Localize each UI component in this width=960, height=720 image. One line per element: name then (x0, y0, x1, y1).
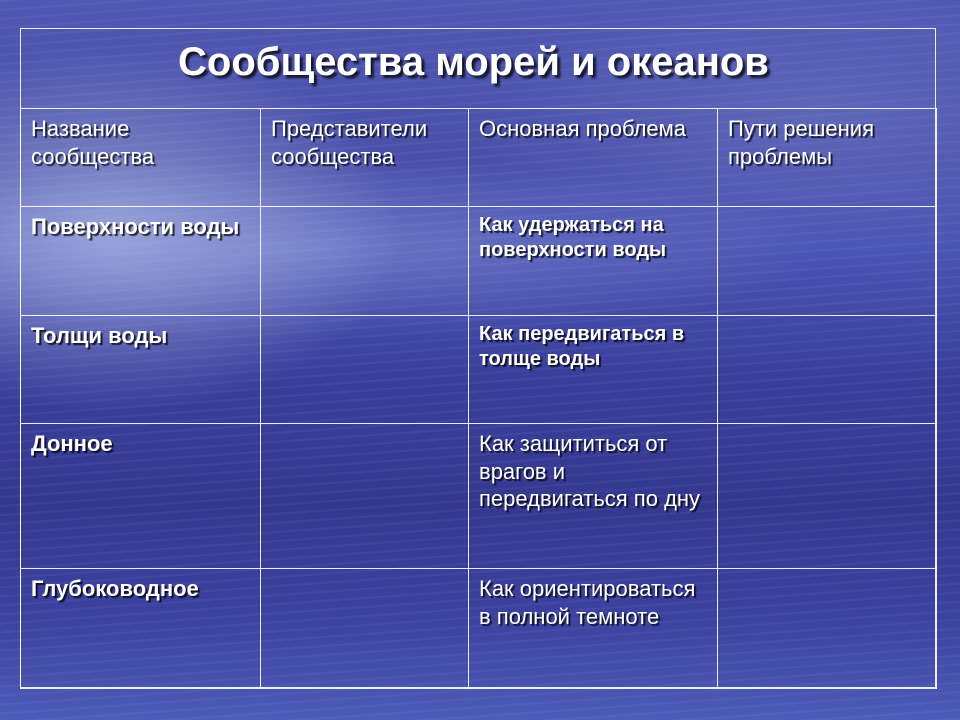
cell-solutions (718, 424, 937, 569)
cell-solutions (718, 207, 937, 316)
header-main-problem: Основная проблема (469, 109, 718, 207)
cell-solutions (718, 316, 937, 424)
table-header-row (21, 109, 937, 207)
cell-community-name: Глубоководное (21, 569, 261, 689)
table-row (21, 424, 937, 569)
cell-community-name: Поверхности воды (21, 207, 261, 316)
cell-representatives (261, 569, 469, 689)
cell-community-name: Донное (21, 424, 261, 569)
cell-solutions (718, 569, 937, 689)
cell-representatives (261, 316, 469, 424)
communities-table (20, 108, 937, 689)
header-community-name: Название сообщества (21, 109, 261, 207)
cell-main-problem: Как ориентироваться в полной темноте (469, 569, 718, 689)
table-row (21, 316, 937, 424)
cell-representatives (261, 424, 469, 569)
cell-main-problem: Как защититься от врагов и передвигаться по дну (469, 424, 718, 569)
cell-main-problem: Как передвигаться в толще воды (469, 316, 718, 424)
cell-representatives (261, 207, 469, 316)
slide-title: Сообщества морей и океанов (178, 40, 769, 84)
table-row (21, 207, 937, 316)
header-representatives: Представители сообщества (261, 109, 469, 207)
cell-community-name: Толщи воды (21, 316, 261, 424)
table-row (21, 569, 937, 689)
cell-main-problem: Как удержаться на поверхности воды (469, 207, 718, 316)
header-solutions: Пути решения проблемы (718, 109, 937, 207)
